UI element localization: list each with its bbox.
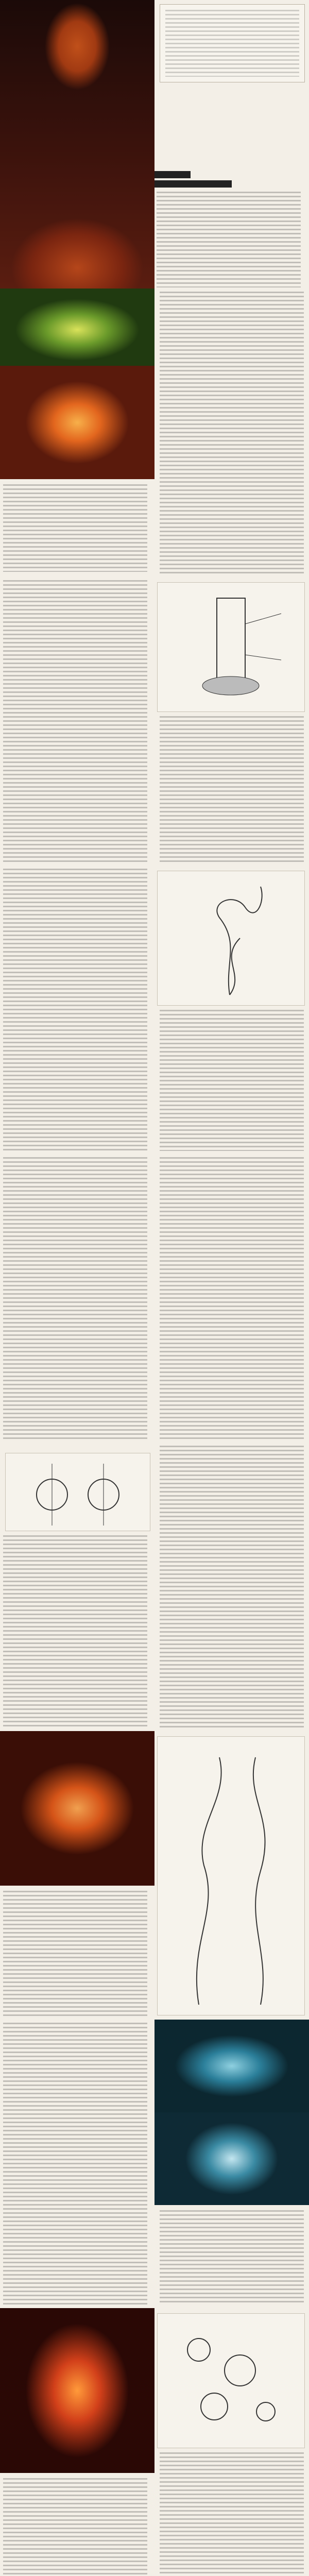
scan-section-7	[0, 1731, 309, 2020]
text-column	[160, 2210, 304, 2305]
text-column	[3, 484, 147, 572]
lava-lamp-photo	[0, 289, 154, 366]
lamp-diagram-svg	[158, 583, 304, 711]
text-column	[160, 292, 304, 574]
scan-section-1	[0, 0, 309, 289]
text-column	[160, 716, 304, 862]
text-column	[157, 192, 301, 287]
forces-diagram-svg	[6, 1453, 150, 1531]
lava-lamp-photo	[0, 366, 154, 479]
text-column	[160, 1446, 304, 1728]
scan-section-8	[0, 2020, 309, 2308]
column-diagram-svg	[158, 1737, 304, 2015]
scan-section-5	[0, 1154, 309, 1443]
lava-lamp-photo	[0, 2308, 154, 2473]
text-column	[3, 2023, 147, 2305]
physics-diagram	[157, 1736, 305, 2015]
lava-lamp-photo	[154, 2020, 309, 2112]
article-heading	[154, 171, 304, 188]
lava-lamp-photo	[154, 2112, 309, 2205]
text-column	[160, 1010, 304, 1151]
text-column	[3, 1535, 147, 1728]
physics-diagram	[157, 2313, 305, 2448]
physics-diagram	[157, 582, 305, 712]
text-column	[160, 1157, 304, 1439]
text-column	[3, 2478, 147, 2576]
lava-lamp-photo	[0, 1731, 154, 1886]
text-column	[160, 2452, 304, 2576]
scan-section-3	[0, 577, 309, 866]
handwritten-note	[160, 4, 305, 82]
scan-section-9	[0, 2308, 309, 2576]
scan-section-6	[0, 1443, 309, 1731]
text-column	[3, 869, 147, 1151]
plume-diagram-svg	[158, 871, 304, 1005]
bubbles-diagram-svg	[158, 2314, 304, 2448]
physics-diagram	[157, 871, 305, 1006]
physics-diagram	[5, 1453, 150, 1531]
text-column	[3, 1157, 147, 1439]
scan-section-2	[0, 289, 309, 577]
text-column	[3, 1891, 147, 2016]
scan-section-4	[0, 866, 309, 1154]
lava-lamp-photo	[0, 0, 154, 289]
text-column	[3, 580, 147, 862]
